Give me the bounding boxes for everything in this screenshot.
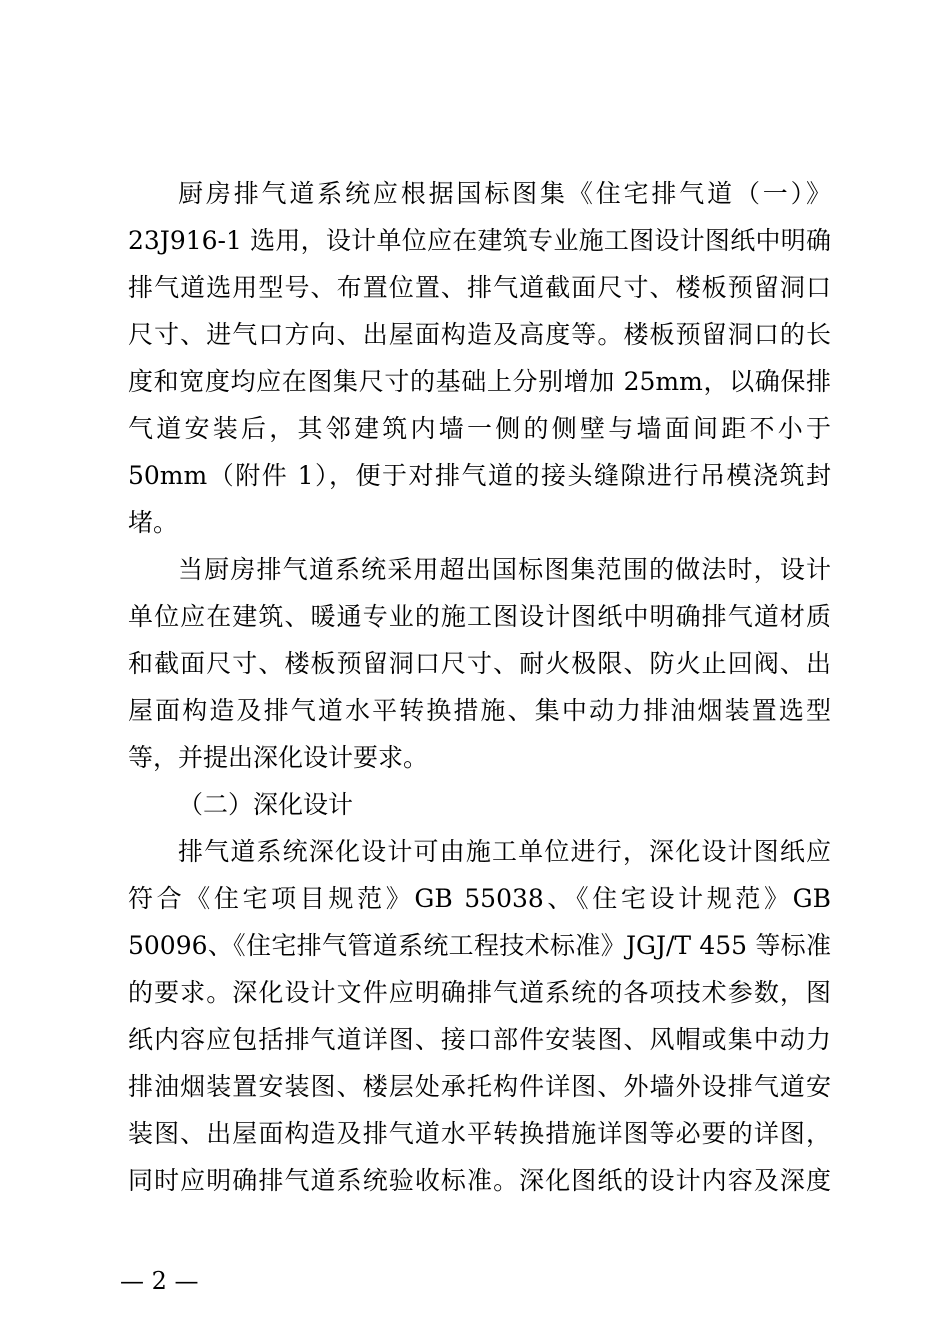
paragraph-3-line-6: 排油烟装置安装图、楼层处承托构件详图、外墙外设排气道安 [128,1072,831,1101]
body-text [128,170,831,1204]
paragraph-1-line-2: 23J916-1 选用，设计单位应在建筑专业施工图设计图纸中明确 [128,226,831,255]
paragraph-2-line-4: 屋面构造及排气道水平转换措施、集中动力排油烟装置选型 [128,696,831,725]
paragraph-3-line-4: 的要求。深化设计文件应明确排气道系统的各项技术参数，图 [128,978,831,1007]
paragraph-1-line-5: 度和宽度均应在图集尺寸的基础上分别增加 25mm，以确保排 [128,367,831,396]
paragraph-3-line-7: 装图、出屋面构造及排气道水平转换措施详图等必要的详图， [128,1119,831,1148]
paragraph-3-line-8: 同时应明确排气道系统验收标准。深化图纸的设计内容及深度 [128,1166,831,1195]
paragraph-1-line-3: 排气道选用型号、布置位置、排气道截面尺寸、楼板预留洞口 [128,273,831,302]
paragraph-1-line-1: 厨房排气道系统应根据国标图集《住宅排气道（一）》 [178,179,831,208]
paragraph-3-line-2: 符合《住宅项目规范》GB 55038、《住宅设计规范》GB [128,884,831,913]
paragraph-3-line-1: 排气道系统深化设计可由施工单位进行，深化设计图纸应 [178,837,831,866]
paragraph-2-line-5: 等，并提出深化设计要求。 [128,743,429,772]
page-number: — 2 — [120,1267,199,1295]
paragraph-3-line-5: 纸内容应包括排气道详图、接口部件安装图、风帽或集中动力 [128,1025,831,1054]
paragraph-2-line-3: 和截面尺寸、楼板预留洞口尺寸、耐火极限、防火止回阀、出 [128,649,831,678]
paragraph-1-line-8: 堵。 [128,508,179,537]
section-heading: （二）深化设计 [178,790,354,819]
paragraph-1-line-7: 50mm（附件 1），便于对排气道的接头缝隙进行吊模浇筑封 [128,461,831,490]
paragraph-1-line-4: 尺寸、进气口方向、出屋面构造及高度等。楼板预留洞口的长 [128,320,831,349]
paragraph-2-line-1: 当厨房排气道系统采用超出国标图集范围的做法时，设计 [178,555,831,584]
paragraph-1-line-6: 气道安装后，其邻建筑内墙一侧的侧壁与墙面间距不小于 [128,414,831,443]
paragraph-3-line-3: 50096、《住宅排气管道系统工程技术标准》JGJ/T 455 等标准 [128,931,831,960]
paragraph-2-line-2: 单位应在建筑、暖通专业的施工图设计图纸中明确排气道材质 [128,602,831,631]
